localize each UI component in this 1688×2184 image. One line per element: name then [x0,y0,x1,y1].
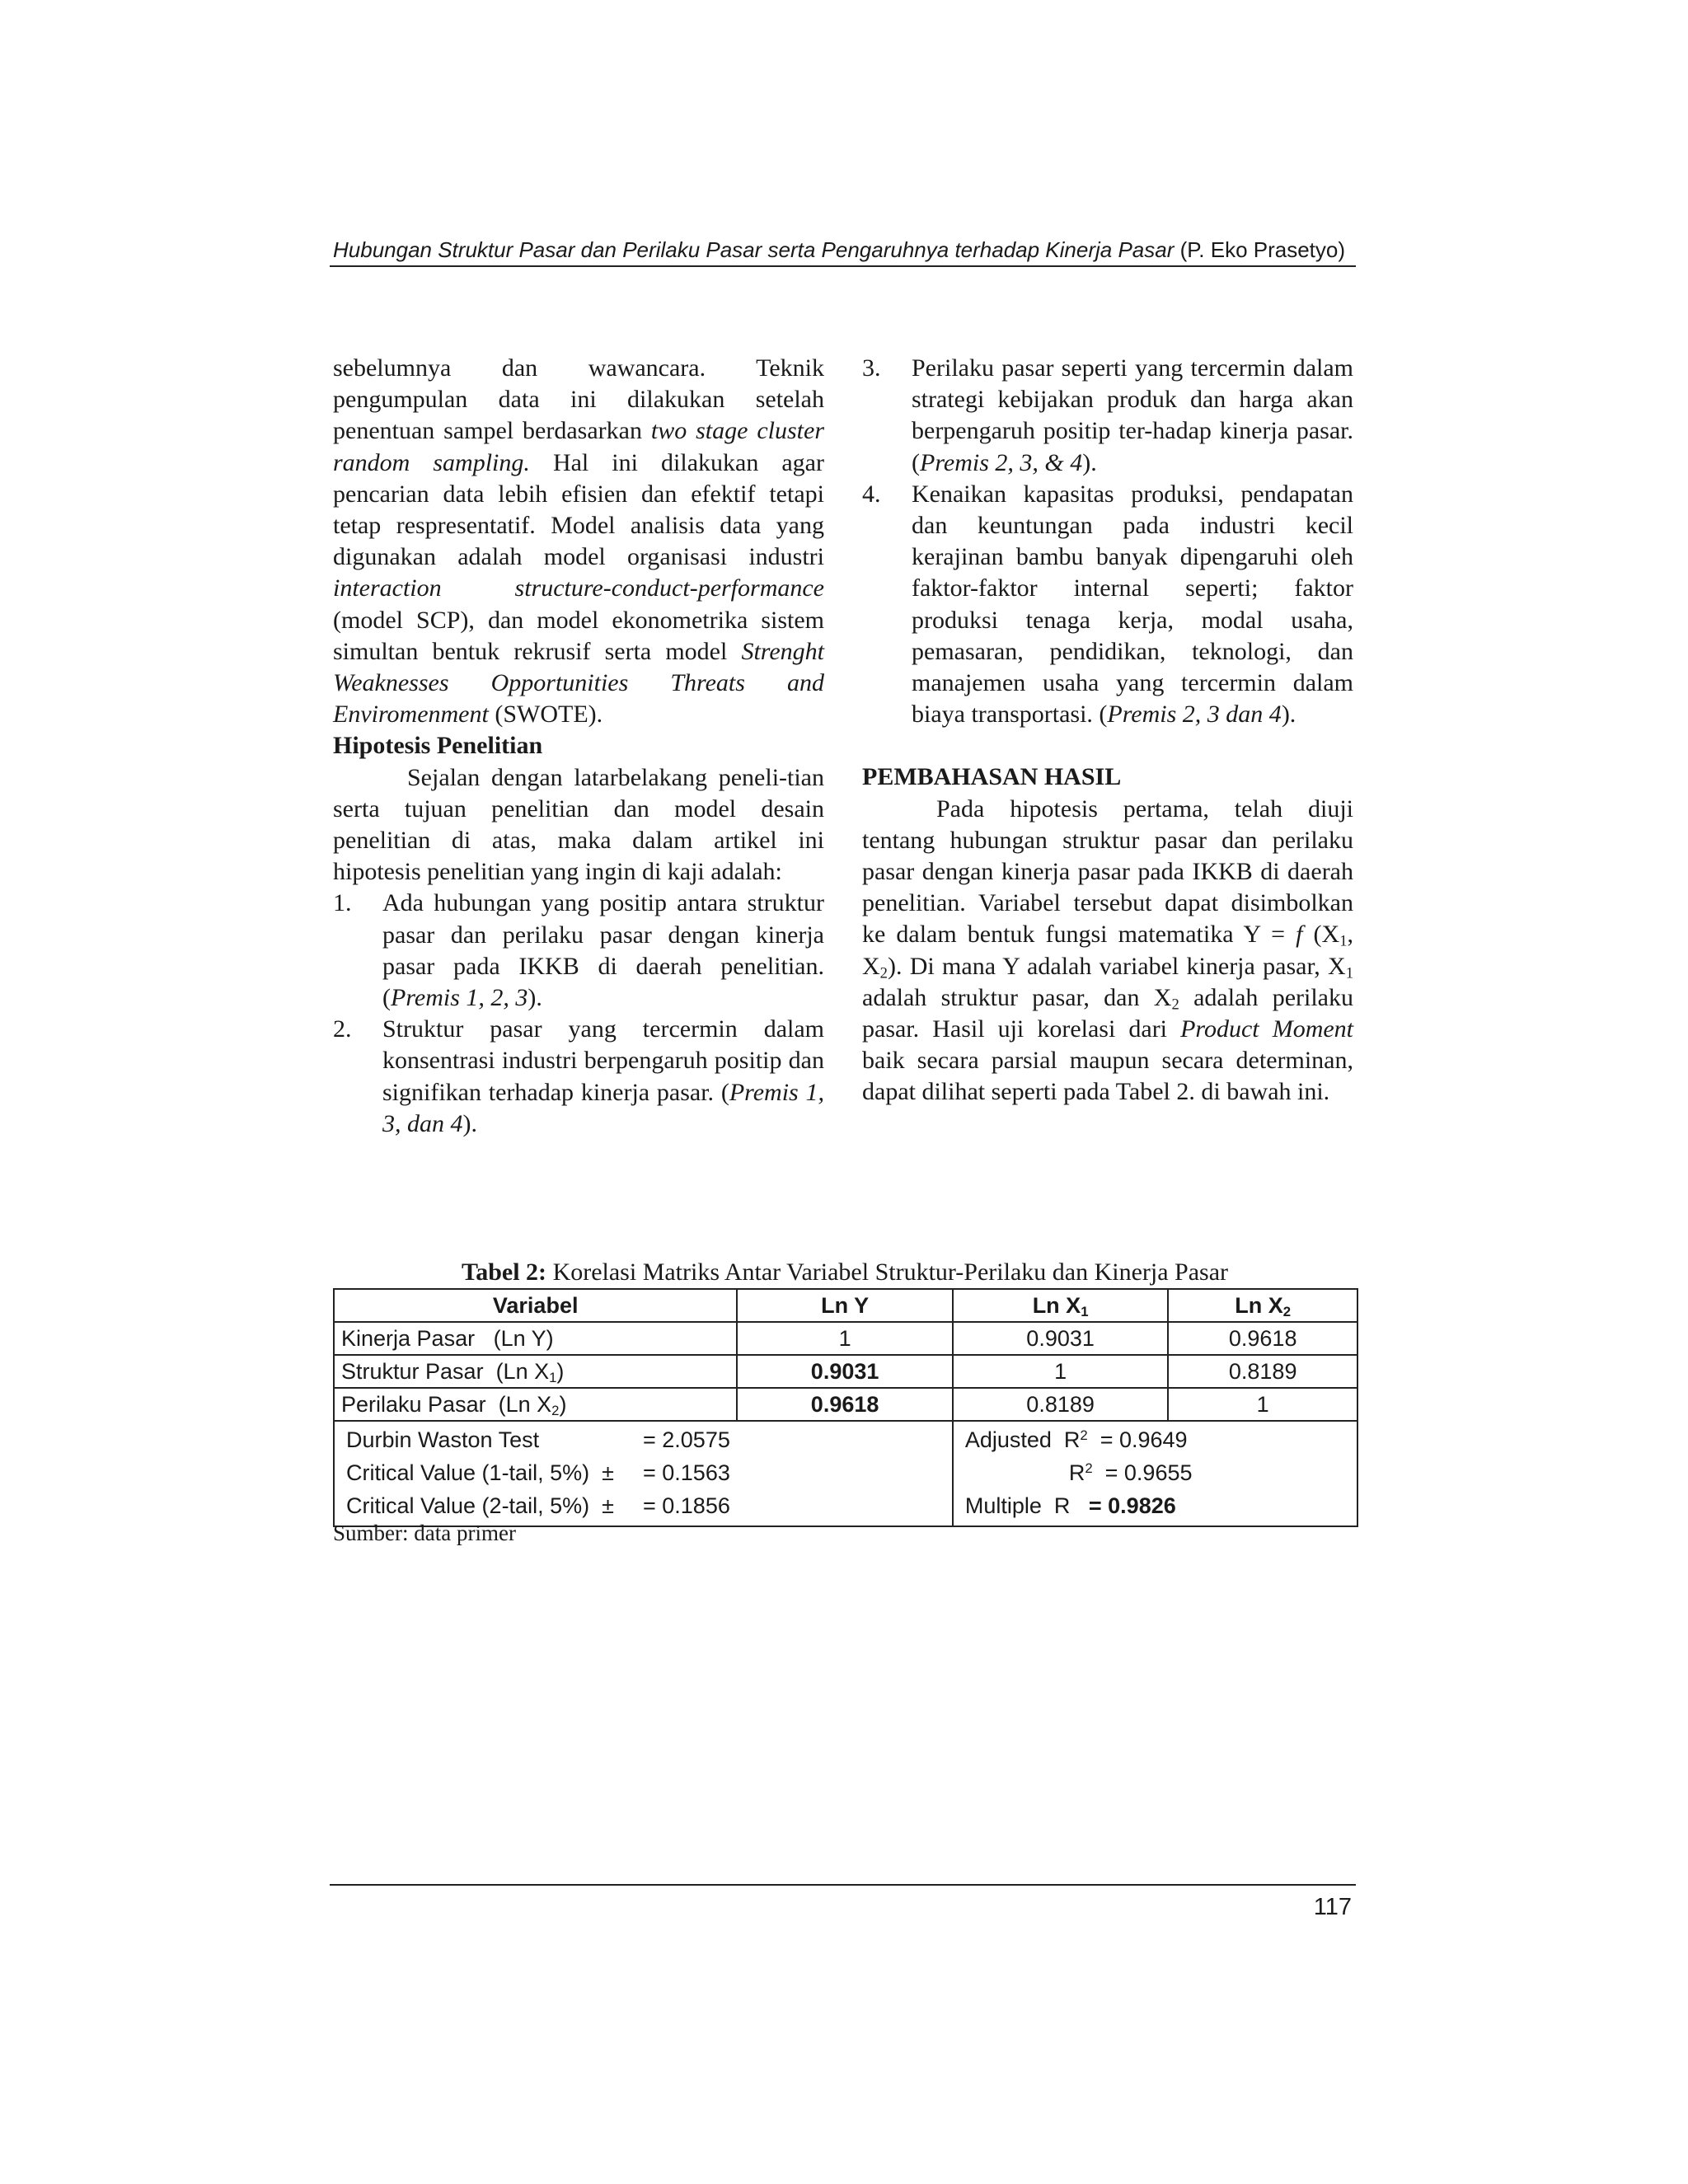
table-caption-label: Tabel 2: [461,1258,547,1286]
stat-label: Multiple R [964,1493,1071,1518]
stat-critical-2tail [346,1489,940,1522]
subscript: 1 [1081,1304,1089,1320]
text-span: Hal ini dilakukan agar pencarian data lebih efisien dan efektif tetapi tetap respresentatif. Model analisis data yang digunakan adalah model organisasi industri [333,448,824,571]
right-column [862,353,1353,1108]
header-ln-x2 [1168,1289,1357,1322]
cell-value: 1 [1168,1388,1357,1421]
stat-label: Critical Value (2-tail, 5%) ± [346,1493,614,1518]
premis-ref: Premis 2, 3 dan 4 [1107,701,1282,729]
stat-value: = 0.9655 [1092,1460,1193,1485]
subscript: 1 [1345,964,1353,982]
stat-label: R [1068,1460,1085,1485]
hypothesis-intro: Sejalan dengan latarbelakang peneli-tian serta tujuan penelitian dan model desain penelitian di atas, maka dalam artikel ini hipotesis penelitian yang ingin di kaji adalah: [333,763,824,886]
row-label-text: ) [556,1359,565,1384]
table-row [334,1322,1357,1355]
row-label [334,1388,737,1421]
stat-critical-1tail [346,1456,940,1489]
discussion-paragraph [862,794,1353,1108]
text-span: (SWOTE). [488,701,603,729]
subscript: 1 [549,1370,557,1386]
cell-value: 0.8189 [1168,1355,1357,1388]
row-label [334,1355,737,1388]
left-column [333,353,824,1140]
running-head-author: (P. Eko Prasetyo) [1179,237,1346,262]
running-head [333,236,1355,264]
header-ln-x1 [953,1289,1169,1322]
list-number: 1. [333,889,352,917]
stats-row [334,1421,1357,1526]
row-label-text: Perilaku Pasar (Ln X [341,1392,552,1417]
stat-label: Critical Value (1-tail, 5%) ± [346,1460,614,1485]
list-text: Kenaikan kapasitas produksi, pendapatan dan keuntungan pada industri kecil kerajinan bambu banyak dipengaruhi oleh faktor-faktor internal seperti; faktor produksi tenaga kerja, modal usaha, pemasaran, pendidikan, teknologi, dan manajemen usaha yang tercermin dalam biaya transportasi. ( [912,480,1353,729]
list-text: ). [462,1109,477,1137]
text-span: (X [1302,921,1340,949]
section-heading-pembahasan: PEMBAHASAN HASIL [862,763,1122,791]
italic-term: Strenght Weaknesses Opportunities Threats and Enviromenment [333,637,824,729]
list-text: Struktur pasar yang tercermin dalam konsentrasi industri berpengaruh positip dan signifikan terhadap kinerja pasar. ( [382,1015,824,1106]
stats-right-cell [953,1421,1357,1526]
subscript: 2 [1282,1304,1292,1320]
stat-value: = 0.1563 [643,1460,730,1485]
header-rule [330,265,1356,267]
list-text: ). [528,984,542,1012]
premis-ref: Premis 1, 3, dan 4 [382,1078,824,1137]
list-text: Ada hubungan yang positip antara struktur pasar dan perilaku pasar dengan kinerja pasar pada IKKB di daerah penelitian. ( [382,889,824,1012]
list-item [333,888,824,1014]
stat-label: Durbin Waston Test [346,1427,540,1452]
list-item [862,479,1353,731]
list-text: ). [1281,701,1296,729]
cell-value: 1 [953,1355,1169,1388]
list-text: ). [1082,448,1097,476]
row-label-text: Struktur Pasar (Ln X [341,1359,550,1384]
premis-ref: Premis 2, 3, & 4 [920,448,1083,476]
running-head-title: Hubungan Struktur Pasar dan Perilaku Pasar serta Pengaruhnya terhadap Kinerja Pasar [333,237,1175,262]
function-symbol: f [1296,921,1303,949]
cell-value: 0.9031 [953,1322,1169,1355]
list-number: 3. [862,354,881,382]
italic-term: interaction structure-conduct-performance [333,574,824,602]
hypothesis-list-right [862,353,1353,730]
list-item [333,1014,824,1140]
italic-term: two stage cluster random sampling. [333,417,824,476]
stat-value: = 2.0575 [643,1427,730,1452]
text-span: ). Di mana Y adalah variabel kinerja pasar, X [887,952,1346,980]
table-row [334,1355,1357,1388]
section-heading-hipotesis: Hipotesis Penelitian [333,732,543,760]
row-label-text: ) [559,1392,567,1417]
correlation-table [333,1288,1358,1527]
stat-label: Adjusted R [964,1427,1081,1452]
list-text: Perilaku pasar seperti yang tercermin dalam strategi kebijakan produk dan harga akan berpengaruh positip ter-hadap kinerja pasar. ( [912,354,1353,476]
row-label [334,1322,737,1355]
footer-rule [330,1884,1356,1886]
stat-value: = 0.9649 [1087,1427,1188,1452]
italic-term: Product Moment [1180,1015,1354,1043]
header-text: Ln X [1032,1293,1081,1318]
list-number: 4. [862,480,881,508]
text-span: Pada hipotesis pertama, telah diuji tentang hubungan struktur pasar dan perilaku pasar dengan kinerja pasar pada IKKB di daerah penelitian. Variabel tersebut dapat disimbolkan ke dalam bentuk fungsi matematika Y = [862,794,1353,949]
subscript: 2 [551,1403,560,1419]
stat-adjusted-r2 [965,1423,1345,1456]
stats-left-cell [334,1421,953,1526]
subscript: 2 [879,964,888,982]
cell-value: 0.9618 [737,1388,952,1421]
premis-ref: Premis 1, 2, 3 [391,984,528,1012]
cell-value: 0.8189 [953,1388,1169,1421]
stat-durbin-watson [346,1423,940,1456]
superscript: 2 [1085,1460,1093,1476]
row-label-text: Kinerja Pasar (Ln Y) [341,1326,554,1351]
text-span: sebelumnya dan wawancara. Teknik pengumpulan data ini dilakukan setelah penentuan sampel berdasarkan [333,354,824,445]
text-span: adalah perilaku pasar. Hasil uji korelasi dari [862,983,1353,1043]
table-header-row [334,1289,1357,1322]
table-caption [333,1258,1357,1287]
superscript: 2 [1080,1427,1088,1443]
text-span: baik secara parsial maupun secara determinan, dapat dilihat seperti pada Tabel 2. di bawah ini. [862,1047,1353,1106]
cell-value: 0.9031 [737,1355,952,1388]
cell-value: 0.9618 [1168,1322,1357,1355]
cell-value: 1 [737,1322,952,1355]
stat-r2 [965,1456,1345,1489]
text-span: adalah struktur pasar, dan X [862,983,1172,1011]
list-number: 2. [333,1015,352,1043]
hypothesis-list-left [333,888,824,1140]
header-text: Ln X [1235,1293,1283,1318]
text-span: (model SCP), dan model ekonometrika sistem simultan bentuk rekrusif serta model [333,606,824,665]
header-ln-y: Ln Y [737,1289,952,1322]
table-caption-text: Korelasi Matriks Antar Variabel Struktur-Perilaku dan Kinerja Pasar [546,1258,1229,1286]
subscript: 1 [1339,933,1348,951]
page-number: 117 [1313,1894,1352,1920]
subscript: 2 [1171,996,1179,1014]
stat-value: = 0.9826 [1088,1493,1176,1518]
list-item [862,353,1353,479]
stat-value: = 0.1856 [643,1493,730,1518]
method-paragraph [333,353,824,730]
text-span: , X [862,921,1354,980]
table-row [334,1388,1357,1421]
stat-multiple-r [965,1489,1345,1522]
table-source: Sumber: data primer [333,1521,516,1545]
header-variabel: Variabel [334,1289,737,1322]
